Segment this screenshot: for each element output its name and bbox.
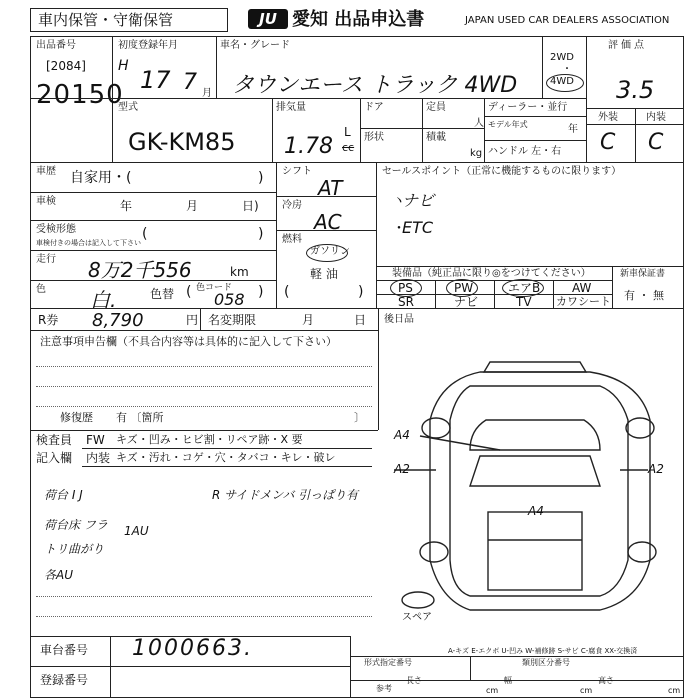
spec-width-label: 幅 [504,676,512,685]
equip-ps: PS [398,281,413,295]
receipt-open: ( [142,226,148,242]
displacement-unit-l: L [344,125,351,139]
drive-dot: ・ [562,64,572,75]
interior-label: 内装 [646,112,666,123]
sales-point-label: セールスポイント（正常に機能するものに限ります） [382,166,622,177]
inspector-interior-label: 内装 [86,451,111,465]
type-label: 型式 [118,102,138,113]
recycle-label: R券 [38,313,59,327]
diagram-label-a2-1: A2 [394,462,410,476]
note-4: 1AU [124,524,149,538]
spec-type-label: 形式指定番号 [364,658,412,667]
lot-small-number: [2084] [46,59,86,73]
cooling-label: 冷房 [282,200,302,211]
color-label: 色 [36,284,46,295]
repair-label: 修復歴 [60,411,93,424]
fuel-gasoline: ガソリン [310,246,350,257]
spec-length-unit: cm [486,686,499,695]
transfer-label: 名変期限 [208,313,257,327]
equip-leather: カワシート [556,295,611,308]
inspector-interior-items: キズ・汚れ・コゲ・穴・タバコ・キレ・破レ [116,451,336,464]
receipt-close: ) [258,226,264,242]
diagram-label-a4-2: A4 [528,504,544,518]
spec-note-label: 参考 [376,684,392,693]
rating-label: 評価点 [608,40,647,51]
diagram-label-a2-2: A2 [648,462,664,476]
shift-value: AT [318,176,343,200]
receipt-label: 受検形態 [36,224,76,235]
rating-score: 3.5 [616,76,655,104]
chassis-value: 1000663. [132,636,253,661]
mileage-unit: km [230,265,249,279]
transfer-day: 日 [354,313,367,327]
type-value: GK-KM85 [128,128,236,156]
spec-category-label: 類別区分番号 [522,658,570,667]
car-name-value: タウンエース トラック 4WD [232,73,518,98]
inspection-month: 月 [186,199,199,213]
mileage-value: 8万2千556 [88,258,192,282]
fuel-open: ( [284,284,290,300]
association-en: JAPAN USED CAR DEALERS ASSOCIATION [465,15,670,26]
equip-tv: TV [516,295,532,309]
equip-pw: PW [454,281,474,295]
storage-label: 車内保管・守衛保管 [38,11,174,29]
fuel-close: ) [358,284,364,300]
color-close: ) [258,284,264,300]
chassis-label: 車台番号 [40,643,89,657]
recycle-value: 8,790 [92,310,144,331]
load-unit: kg [470,148,483,159]
ju-logo-text: JU [259,10,277,28]
interior-value: C [648,130,664,155]
lot-label: 出品番号 [36,40,76,51]
exterior-label: 外装 [598,112,618,123]
doors-label: ドア [364,102,384,113]
warranty-value: 有 ・ 無 [624,289,664,302]
sales-point-1: ナビ [402,191,435,210]
color-code-value: 058 [214,290,245,309]
inspection-year: 年 [120,199,133,213]
color-value: 白. [90,288,117,312]
history-value: 自家用・( [70,170,132,186]
color-code-label: 色コード [196,283,233,293]
registration-month: 7 [183,70,197,95]
equipment-label: 装備品（純正品に限り◎をつけてください） [392,268,591,279]
shift-label: シフト [282,166,312,177]
recycle-unit: 円 [186,313,199,327]
year-unit: 年 [568,124,578,135]
fuel-label: 燃料 [282,234,302,245]
notes-label: 注意事項申告欄（不具合内容等は具体的に記入して下さい） [40,335,337,348]
repair-close: 〕 [354,411,365,424]
registration-month-unit: 月 [202,88,212,99]
spec-height-label: 高さ [598,676,614,685]
drive-2wd: 2WD [550,52,574,63]
association-title: 愛知 出品申込書 [292,9,425,30]
shape-label: 形状 [364,132,384,143]
inspection-label: 車検 [36,196,56,207]
registration-year: 17 [140,66,171,94]
displacement-label: 排気量 [276,102,306,113]
equip-navi: ナビ [454,295,479,309]
note-1: 荷台 I J [44,488,83,502]
spec-length-label: 長さ [406,676,422,685]
repaint-paren: ( [186,284,192,300]
history-close: ) [258,170,264,186]
rear-seat-label: 後日品 [384,314,414,325]
inspector-label-1: 検査員 [36,433,73,447]
sales-point-2: ETC [402,218,434,237]
handle-label: ハンドル 左・右 [488,146,562,157]
dealer-label: ディーラー・並行 [488,102,568,113]
transfer-month: 月 [302,313,315,327]
inspector-fw-items: キズ・凹み・ヒビ割・リペア跡・X 要 [116,433,303,446]
diagram-label-a4-1: A4 [394,428,410,442]
model-year-label: モデル年式 [488,120,528,129]
equip-aw: AW [572,281,592,295]
note-2: R サイドメンバ 引っぱり有 [212,488,359,502]
note-5: トリ曲がり [44,542,105,556]
note-6: 各AU [44,568,73,582]
mileage-label: 走行 [36,254,56,265]
receipt-sub: 車検付きの場合は記入して下さい [36,239,141,247]
capacity-label: 定員 [426,102,446,113]
note-3: 荷台床 フラ [44,518,108,532]
capacity-unit: 人 [474,118,484,129]
repair-value: 有 〔箇所 [116,411,164,424]
inspector-label-2: 記入欄 [36,451,73,465]
equip-sr: SR [398,295,414,309]
history-label: 車歴 [36,166,56,177]
fuel-diesel: 軽 油 [310,267,338,281]
warranty-label: 新車保証書 [620,269,666,279]
registration-era: H [118,58,129,74]
lot-number: 20150 [36,80,124,110]
car-name-label: 車名・グレード [220,40,290,51]
exterior-value: C [600,130,616,155]
load-label: 積載 [426,132,446,143]
equip-airbag: エアB [508,281,541,295]
spare-label: スペア [402,612,432,623]
cooling-value: AC [314,210,342,234]
displacement-value: 1.78 [284,134,333,159]
damage-legend: A-キズ E-エクボ U-凹み W-補修跡 S-サビ C-腐食 XX-交換済 [448,647,638,655]
displacement-unit-cc: cc [342,141,355,154]
spec-height-unit: cm [668,686,681,695]
inspector-fw: FW [86,433,105,447]
registration-label: 初度登録年月 [118,40,178,51]
inspection-day: 日) [242,199,259,213]
repaint-label: 色替 [150,287,175,301]
spec-width-unit: cm [580,686,593,695]
drive-4wd: 4WD [550,76,574,87]
registration-no-label: 登録番号 [40,673,89,687]
